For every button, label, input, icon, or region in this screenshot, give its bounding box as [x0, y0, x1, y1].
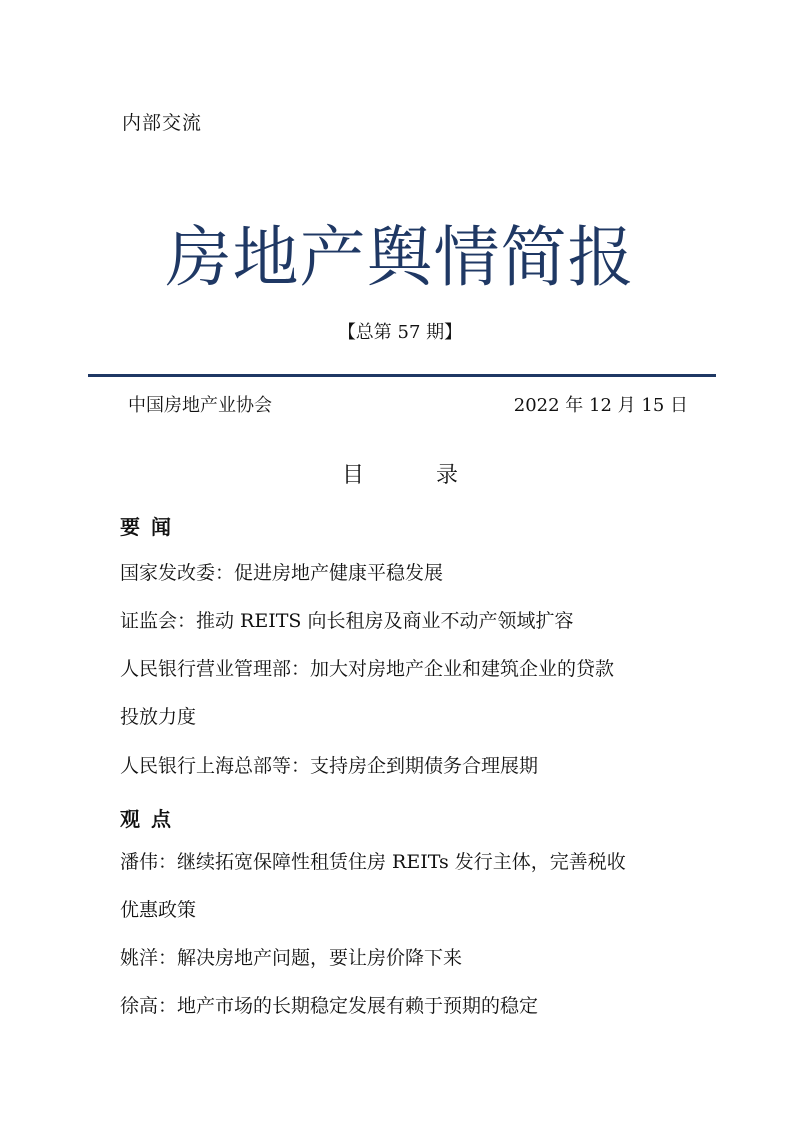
issue-number: 【总第 57 期】: [337, 322, 463, 343]
toc-item[interactable]: 徐高：地产市场的长期稳定发展有赖于预期的稳定: [120, 995, 539, 1017]
classification-tag: 内部交流: [122, 112, 203, 134]
toc-item[interactable]: 国家发改委：促进房地产健康平稳发展: [120, 562, 444, 584]
report-title: 房地产舆情简报: [165, 219, 635, 296]
toc-item[interactable]: 姚洋：解决房地产问题，要让房价降下来: [120, 947, 463, 969]
toc-item-continuation[interactable]: 优惠政策: [120, 899, 197, 921]
toc-item-continuation[interactable]: 投放力度: [120, 706, 197, 728]
toc-item[interactable]: 证监会：推动 REITS 向长租房及商业不动产领域扩容: [120, 610, 574, 632]
publisher-name: 中国房地产业协会: [128, 395, 272, 416]
toc-item[interactable]: 人民银行上海总部等：支持房企到期债务合理展期: [120, 755, 539, 777]
toc-heading-left: 目: [341, 463, 364, 488]
toc-heading: [0, 458, 800, 489]
toc-item[interactable]: 人民银行营业管理部：加大对房地产企业和建筑企业的贷款: [120, 658, 615, 680]
toc-heading-right: 录: [436, 463, 459, 488]
header-divider: [88, 374, 716, 377]
section-heading-views: 观 点: [120, 807, 173, 831]
section-heading-news: 要 闻: [120, 515, 173, 539]
publish-date: 2022 年 12 月 15 日: [513, 395, 688, 416]
toc-item[interactable]: 潘伟：继续拓宽保障性租赁住房 REITs 发行主体，完善税收: [120, 851, 626, 873]
